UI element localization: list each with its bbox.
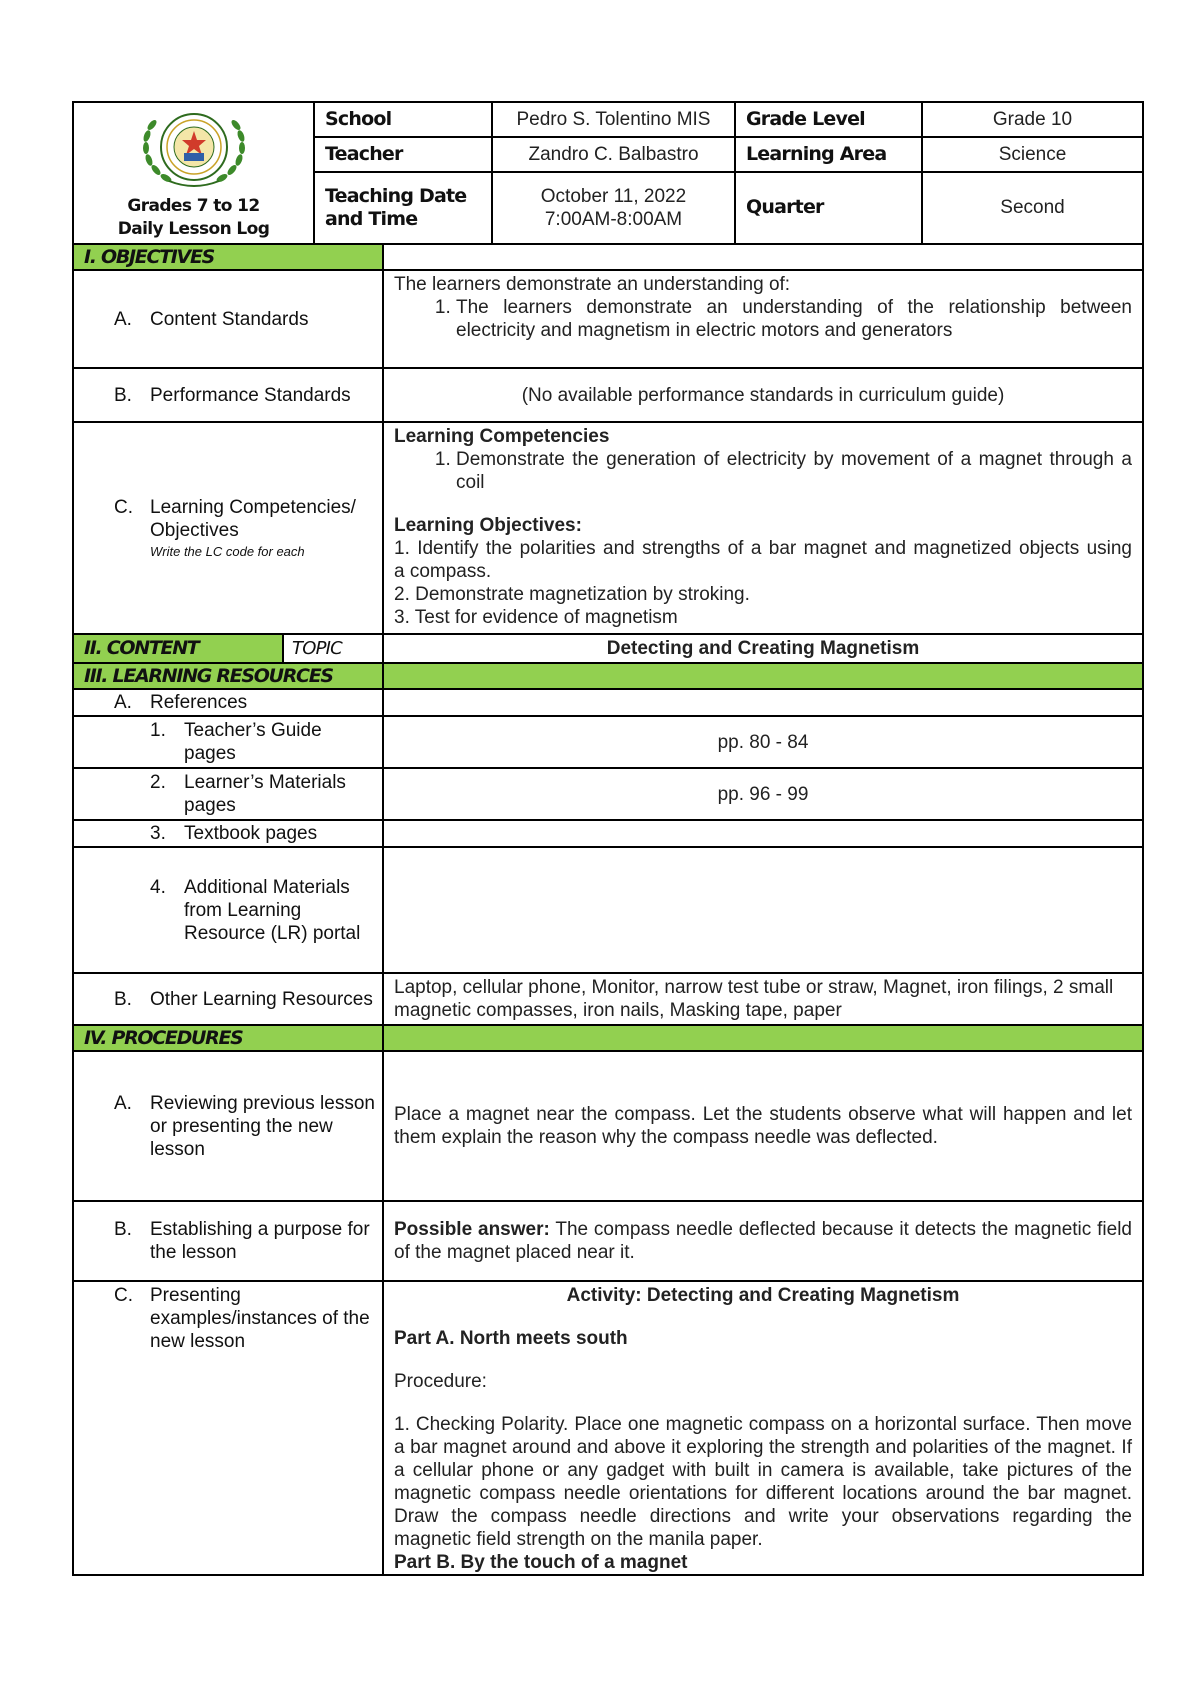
teachers-guide-label: 1. Teacher’s Guide pages (73, 716, 383, 768)
activity-title: Activity: Detecting and Creating Magnetism (566, 1285, 960, 1306)
other-resources-value: Laptop, cellular phone, Monitor, narrow test tube or straw, Magnet, iron filings, 2 small magnetic compasses, iron nails, Masking tape, paper (383, 973, 1143, 1025)
performance-standards-label: B. Performance Standards (73, 368, 383, 422)
reviewing-lesson-value: Place a magnet near the compass. Let the students observe what will happen and let them explain the reason why the compass needle was deflected. (383, 1051, 1143, 1201)
additional-materials-value (383, 847, 1143, 973)
topic-value: Detecting and Creating Magnetism (383, 634, 1143, 663)
logo-caption-line1: Grades 7 to 12 (127, 196, 260, 216)
lo-heading: Learning Objectives: (394, 515, 582, 536)
teacher-value: Zandro C. Balbastro (492, 137, 735, 172)
part-b-heading: Part B. By the touch of a magnet (394, 1552, 688, 1573)
deped-seal-icon (134, 107, 254, 189)
lc-code-note: Write the LC code for each (150, 544, 305, 559)
section-learning-resources: III. LEARNING RESOURCES (73, 663, 383, 689)
teachers-guide-value: pp. 80 - 84 (383, 716, 1143, 768)
lc-heading: Learning Competencies (394, 426, 610, 447)
references-label: A. References (73, 689, 383, 716)
part-a-heading: Part A. North meets south (394, 1328, 628, 1349)
teaching-date-value (492, 172, 735, 244)
procedure-label: Procedure: (394, 1371, 487, 1392)
procedure-step-1: 1. Checking Polarity. Place one magnetic compass on a horizontal surface. Then move a bar magnet around and above it exploring the strength and polarities of the magnet. If a cellular phone or any gadget with built in camera is available, take pictures of the magnetic compass needle orientations for different locations around the bar magnet. Draw the compass needle directions and write your observations regarding the magnetic field strength on the manila paper. (394, 1414, 1132, 1550)
topic-label: TOPIC (283, 634, 383, 663)
school-label: School (314, 102, 492, 137)
lo-item-2: 2. Demonstrate magnetization by stroking. (394, 584, 750, 605)
learners-materials-label: 2. Learner’s Materials pages (73, 768, 383, 820)
teaching-date-label: Teaching Date and Time (314, 172, 492, 244)
presenting-examples-label: C. Presenting examples/instances of the new lesson (73, 1281, 383, 1575)
lo-item-3: 3. Test for evidence of magnetism (394, 607, 678, 628)
content-standard-item: 1. The learners demonstrate an understanding of the relationship between electricity and magnetism in electric motors and generators (456, 296, 1132, 342)
lc-item: 1. Demonstrate the generation of electricity by movement of a magnet through a coil (456, 448, 1132, 494)
section-content: II. CONTENT (73, 634, 283, 663)
grade-level-value: Grade 10 (922, 102, 1143, 137)
performance-standards-value: (No available performance standards in curriculum guide) (383, 368, 1143, 422)
reviewing-lesson-label: A. Reviewing previous lesson or presenting the new lesson (73, 1051, 383, 1201)
textbook-pages-label: 3. Textbook pages (73, 820, 383, 847)
learners-materials-value: pp. 96 - 99 (383, 768, 1143, 820)
quarter-label: Quarter (735, 172, 922, 244)
school-value: Pedro S. Tolentino MIS (492, 102, 735, 137)
textbook-pages-value (383, 820, 1143, 847)
additional-materials-label: 4. Additional Materials from Learning Resource (LR) portal (73, 847, 383, 973)
references-value (383, 689, 1143, 716)
teaching-date: October 11, 2022 (540, 185, 687, 207)
lo-item-1: 1. Identify the polarities and strengths of a bar magnet and magnetized objects using a compass. (394, 538, 1154, 582)
establishing-purpose-label: B. Establishing a purpose for the lesson (73, 1201, 383, 1281)
lesson-body-table (72, 243, 1154, 1576)
teaching-time: 7:00AM-8:00AM (544, 208, 683, 230)
daily-lesson-log (72, 101, 1154, 1576)
quarter-value: Second (922, 172, 1143, 244)
possible-answer-label: Possible answer: (394, 1219, 550, 1240)
header-table (72, 101, 1144, 245)
logo-cell (73, 102, 314, 244)
content-standards-value (383, 270, 1143, 368)
possible-answer-text: The compass needle deflected because it detects the magnetic field of the magnet placed near it. (394, 1219, 1132, 1263)
content-standards-intro: The learners demonstrate an understanding of: (394, 274, 791, 295)
learning-area-value: Science (922, 137, 1143, 172)
other-resources-label: B. Other Learning Resources (73, 973, 383, 1025)
learning-competencies-label: C. Learning Competencies/ Objectives Write the LC code for each (73, 422, 383, 634)
establishing-purpose-value (383, 1201, 1143, 1281)
teacher-label: Teacher (314, 137, 492, 172)
logo-caption-line2: Daily Lesson Log (117, 219, 270, 239)
section-objectives: I. OBJECTIVES (73, 244, 383, 270)
section-procedures: IV. PROCEDURES (73, 1025, 383, 1051)
content-standards-label: A. Content Standards (73, 270, 383, 368)
presenting-examples-value (383, 1281, 1143, 1575)
learning-competencies-value (383, 422, 1154, 634)
learning-area-label: Learning Area (735, 137, 922, 172)
grade-level-label: Grade Level (735, 102, 922, 137)
